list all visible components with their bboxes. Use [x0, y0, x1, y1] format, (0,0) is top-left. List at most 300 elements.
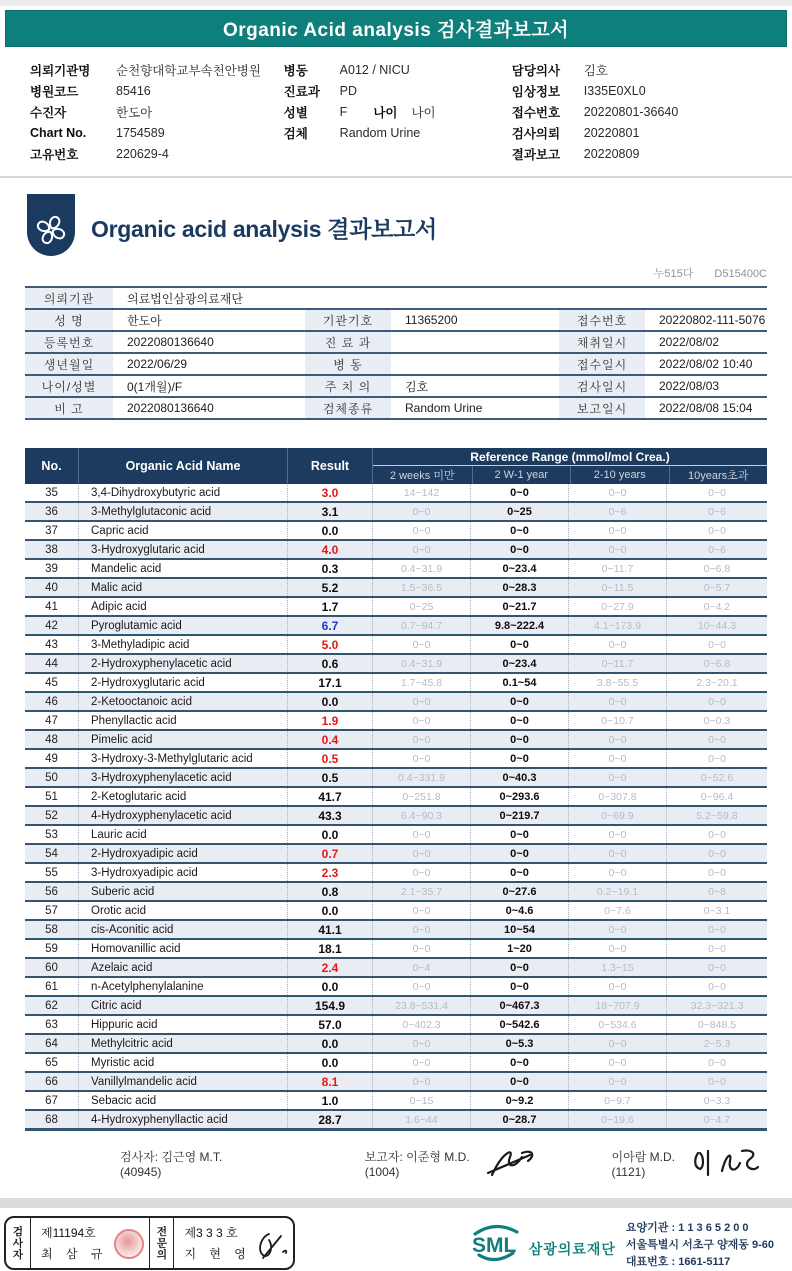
reference-range-value: 23.8~531.4 [372, 997, 470, 1014]
organic-acid-name: Methylcitric acid [78, 1035, 287, 1052]
reference-range-value: 0~0 [666, 1054, 767, 1071]
header-field-value: 20220801-36640 [583, 104, 679, 119]
result-row-number: 37 [45, 524, 58, 537]
reference-range-value: 0~5.7 [666, 579, 767, 596]
reference-range-value: 0~0 [568, 522, 666, 539]
reference-range-value: 0~0 [470, 864, 568, 881]
result-row-number: 62 [45, 999, 58, 1012]
patient-field-label: 검사일시 [559, 376, 645, 396]
reference-range-value: 0~0 [470, 959, 568, 976]
result-row-number: 46 [45, 695, 58, 708]
reference-range-value: 0~6.8 [666, 560, 767, 577]
lab-shield-icon [25, 194, 77, 261]
header-field-row [512, 101, 792, 122]
result-row-number: 65 [45, 1056, 58, 1069]
result-value: 41.1 [287, 921, 372, 938]
col-header-reference-subcols [373, 466, 767, 484]
reference-range-value: 0~0 [568, 1073, 666, 1090]
result-row-number: 43 [45, 638, 58, 651]
examiner-cert-number: 제11194호 [41, 1226, 96, 1240]
report-body [0, 194, 792, 1131]
result-value: 2.3 [287, 864, 372, 881]
organic-acid-name: Phenyllactic acid [78, 712, 287, 729]
header-divider [0, 176, 792, 178]
results-table-row [25, 1092, 767, 1111]
result-row-number: 67 [45, 1094, 58, 1107]
reference-range-value: 0~4 [372, 959, 470, 976]
organic-acid-name: Azelaic acid [78, 959, 287, 976]
sml-phone: 대표번호 : 1661-5117 [625, 1256, 731, 1269]
result-value: 0.0 [287, 693, 372, 710]
examiner-signature-label: 검사자: 김근영 M.T.(40945) [120, 1150, 223, 1179]
reference-range-value: 9.8~222.4 [470, 617, 568, 634]
col-header-ref-2: 2 W-1 year [472, 466, 571, 484]
patient-field-label: 나이/성별 [25, 376, 113, 396]
result-row-number: 47 [45, 714, 58, 727]
result-row-number: 44 [45, 657, 58, 670]
result-row-number: 68 [45, 1113, 58, 1126]
reference-range-value: 0~0 [666, 845, 767, 862]
header-field-label: 검체 [283, 126, 308, 141]
patient-field-label: 비 고 [25, 398, 113, 418]
form-code-right: D515400C [714, 268, 767, 280]
result-value: 3.0 [287, 484, 372, 501]
patient-field-label: 주 치 의 [305, 376, 391, 396]
organic-acid-name: Lauric acid [78, 826, 287, 843]
result-value: 0.6 [287, 655, 372, 672]
patient-field-label: 병 동 [305, 354, 391, 374]
reference-range-value: 0~0 [372, 636, 470, 653]
reference-range-value: 0~0 [372, 978, 470, 995]
results-table-row [25, 1035, 767, 1054]
reference-range-value: 0~0 [568, 864, 666, 881]
header-field-row [284, 59, 512, 80]
col-header-ref-1: 2 weeks 미만 [389, 470, 455, 482]
organic-acid-name: 3-Methyladipic acid [78, 636, 287, 653]
reference-range-value: 0~0 [568, 978, 666, 995]
results-table-row [25, 484, 767, 503]
reference-range-value: 0~402.3 [372, 1016, 470, 1033]
reference-range-value: 0~0 [470, 826, 568, 843]
reference-range-value: 0~0 [666, 484, 767, 501]
specialist-cert-name: 지 현 영 [184, 1247, 251, 1261]
result-row-number: 54 [45, 847, 58, 860]
patient-field-value: 김호 [405, 379, 429, 394]
reference-range-value: 0~0 [666, 940, 767, 957]
organic-acid-name: 3-Methylglutaconic acid [78, 503, 287, 520]
reference-range-value: 0~11.7 [568, 655, 666, 672]
result-row-number: 53 [45, 828, 58, 841]
reference-range-value: 0~0 [372, 1054, 470, 1071]
result-value: 0.5 [287, 769, 372, 786]
reference-range-value: 0~0 [666, 731, 767, 748]
organic-acid-name: 2-Ketoglutaric acid [78, 788, 287, 805]
reference-range-value: 0~28.3 [470, 579, 568, 596]
footer-divider-strip [0, 1198, 792, 1208]
reporter-signature-block [365, 1145, 542, 1182]
header-field-value: A012 / NICU [339, 62, 410, 77]
organic-acid-name: Suberic acid [78, 883, 287, 900]
reference-range-value: 14~142 [372, 484, 470, 501]
reference-range-value: 0~0 [568, 921, 666, 938]
header-field-row [284, 101, 512, 122]
reference-range-value: 0.4~331.9 [372, 769, 470, 786]
reference-range-value: 0~0 [372, 940, 470, 957]
result-value: 0.8 [287, 883, 372, 900]
reference-range-value: 0~0 [568, 1035, 666, 1052]
result-row-number: 41 [45, 600, 58, 613]
reference-range-value: 3.8~55.5 [568, 674, 666, 691]
col-header-reference-block [372, 448, 767, 484]
organic-acid-name: 2-Hydroxyadipic acid [78, 845, 287, 862]
results-table-row [25, 598, 767, 617]
report-subtitle: Organic acid analysis 결과보고서 [91, 216, 437, 242]
reference-range-value: 2.3~20.1 [666, 674, 767, 691]
reference-range-value: 0~0 [568, 693, 666, 710]
patient-field-value: 한도아 [127, 313, 162, 328]
reference-range-value: 1.5~36.5 [372, 579, 470, 596]
certification-stamp-box [4, 1216, 295, 1270]
reference-range-value: 0~0 [372, 503, 470, 520]
results-table-row [25, 788, 767, 807]
header-col-left [30, 59, 284, 164]
header-field-value: 1754589 [116, 125, 165, 140]
header-field-value: F [339, 104, 348, 119]
organic-acid-name: Mandelic acid [78, 560, 287, 577]
result-row-number: 64 [45, 1037, 58, 1050]
header-field-value: Random Urine [339, 125, 421, 140]
results-body [25, 484, 767, 1130]
form-codes [25, 265, 767, 281]
stamp-box-vlabel-examiner: 검사자 [11, 1225, 24, 1261]
organic-acid-name: n-Acetylphenylalanine [78, 978, 287, 995]
patient-field-label: 채취일시 [559, 332, 645, 352]
patient-field-label: 진 료 과 [305, 332, 391, 352]
patient-field-value: 의료법인삼광의료재단 [127, 291, 243, 306]
reference-range-value: 0~0 [372, 1073, 470, 1090]
result-row-number: 50 [45, 771, 58, 784]
patient-field-value [391, 354, 559, 374]
organic-acid-name: Sebacic acid [78, 1092, 287, 1109]
organic-acid-name: 2-Hydroxyglutaric acid [78, 674, 287, 691]
results-table-row [25, 997, 767, 1016]
reference-range-value: 0~0.3 [666, 712, 767, 729]
reporter-signature-icon [484, 1145, 542, 1182]
reference-range-value: 0~96.4 [666, 788, 767, 805]
organic-acid-name: Myristic acid [78, 1054, 287, 1071]
result-value: 2.4 [287, 959, 372, 976]
result-value: 154.9 [287, 997, 372, 1014]
third-signature-block [612, 1145, 762, 1182]
header-field-row [30, 101, 284, 122]
reference-range-value: 0~11.5 [568, 579, 666, 596]
header-field-value-2: 나이 [411, 105, 436, 120]
reference-range-value: 0~8 [666, 883, 767, 900]
result-value: 28.7 [287, 1111, 372, 1128]
reference-range-value: 0~10.7 [568, 712, 666, 729]
result-value: 6.7 [287, 617, 372, 634]
reference-range-value: 0~19.6 [568, 1111, 666, 1128]
organic-acid-name: Homovanillic acid [78, 940, 287, 957]
result-row-number: 63 [45, 1018, 58, 1031]
col-header-no: No. [41, 459, 62, 473]
results-table-row [25, 769, 767, 788]
patient-field-value: 2022/08/08 15:04 [659, 401, 753, 415]
header-field-label: 결과보고 [511, 147, 561, 162]
result-row-number: 39 [45, 562, 58, 575]
reference-range-value: 0~11.7 [568, 560, 666, 577]
reference-range-value: 0~0 [568, 769, 666, 786]
reference-range-value: 0~9.7 [568, 1092, 666, 1109]
results-table-row [25, 1111, 767, 1130]
results-table-row [25, 826, 767, 845]
organic-acid-name: 3,4-Dihydroxybutyric acid [78, 484, 287, 501]
results-table-row [25, 959, 767, 978]
reference-range-value: 0~9.2 [470, 1092, 568, 1109]
results-table-row [25, 940, 767, 959]
sml-provider-number: 요양기관 : 1 1 3 6 5 2 0 0 [625, 1222, 749, 1234]
header-field-label: 고유번호 [30, 147, 79, 162]
reference-range-value: 0~219.7 [470, 807, 568, 824]
organic-acid-name: Orotic acid [78, 902, 287, 919]
reference-range-value: 0~6 [666, 503, 767, 520]
results-table [25, 448, 767, 1131]
result-value: 0.0 [287, 1054, 372, 1071]
report-heading-row [25, 194, 767, 261]
result-value: 5.0 [287, 636, 372, 653]
reference-range-value: 0~467.3 [470, 997, 568, 1014]
reference-range-value: 0~4.2 [666, 598, 767, 615]
header-field-row [30, 122, 284, 143]
reference-range-value: 0~7.6 [568, 902, 666, 919]
reference-range-value: 0~0 [470, 693, 568, 710]
reference-range-value: 0~0 [470, 712, 568, 729]
patient-table-row [25, 376, 767, 398]
results-table-row [25, 712, 767, 731]
result-value: 1.9 [287, 712, 372, 729]
header-field-label: 성별 [283, 105, 308, 120]
organic-acid-name: 3-Hydroxy-3-Methylglutaric acid [78, 750, 287, 767]
result-value: 0.0 [287, 902, 372, 919]
results-table-row [25, 902, 767, 921]
reference-range-value: 4.1~173.9 [568, 617, 666, 634]
reference-range-value: 0~69.9 [568, 807, 666, 824]
reference-range-value: 0~0 [372, 522, 470, 539]
reference-range-value: 10~54 [470, 921, 568, 938]
col-header-name: Organic Acid Name [78, 448, 287, 484]
reference-range-value: 0~3.3 [666, 1092, 767, 1109]
result-value: 4.0 [287, 541, 372, 558]
patient-field-label: 성 명 [25, 310, 113, 330]
header-field-label-2: 나이 [373, 105, 398, 120]
result-value: 41.7 [287, 788, 372, 805]
results-table-row [25, 1016, 767, 1035]
organic-acid-name: cis-Aconitic acid [78, 921, 287, 938]
result-row-number: 56 [45, 885, 58, 898]
third-signature-label: 이아람 M.D.(1121) [611, 1150, 675, 1179]
patient-field-label: 기관기호 [305, 310, 391, 330]
result-row-number: 61 [45, 980, 58, 993]
form-code-left: 누515다 [653, 268, 694, 280]
header-field-value: 20220801 [583, 125, 640, 140]
reference-range-value: 0~21.7 [470, 598, 568, 615]
header-field-value: I335E0XL0 [583, 83, 646, 98]
reference-range-value: 0~0 [568, 731, 666, 748]
reference-range-value: 0~0 [372, 826, 470, 843]
reference-range-value: 0~0 [666, 1073, 767, 1090]
header-field-label: Chart No. [30, 125, 87, 140]
patient-field-value: 0(1개월)/F [127, 379, 183, 394]
patient-table-row [25, 354, 767, 376]
report-title-bar [5, 10, 787, 47]
reference-range-value: 1.3~15 [568, 959, 666, 976]
organic-acid-name: Pyroglutamic acid [78, 617, 287, 634]
reference-range-value: 0~0 [470, 1073, 568, 1090]
header-field-label: 병원코드 [30, 84, 79, 99]
reference-range-value: 0.4~31.9 [372, 560, 470, 577]
reference-range-value: 0~0 [666, 864, 767, 881]
result-value: 0.0 [287, 1035, 372, 1052]
reference-range-value: 0~0 [470, 636, 568, 653]
reference-range-value: 0~0 [372, 693, 470, 710]
patient-table-row [25, 288, 767, 310]
organic-acid-name: Citric acid [78, 997, 287, 1014]
reference-range-value: 0~0 [666, 693, 767, 710]
patient-info-table [25, 286, 767, 420]
header-field-row [284, 122, 512, 143]
reference-range-value: 0~0 [568, 845, 666, 862]
result-value: 57.0 [287, 1016, 372, 1033]
col-header-result: Result [287, 448, 372, 484]
page-top-strip [0, 0, 792, 6]
result-row-number: 38 [45, 543, 58, 556]
reference-range-value: 0~0 [470, 978, 568, 995]
reference-range-value: 0~0 [372, 845, 470, 862]
third-signature-icon [692, 1145, 762, 1182]
results-table-row [25, 1073, 767, 1092]
patient-field-label: 접수번호 [559, 310, 645, 330]
organic-acid-name: Hippuric acid [78, 1016, 287, 1033]
header-field-row [512, 80, 792, 101]
result-row-number: 51 [45, 790, 58, 803]
patient-field-value: 20220802-111-5076 [659, 313, 766, 327]
reference-range-value: 32.3~321.3 [666, 997, 767, 1014]
result-value: 18.1 [287, 940, 372, 957]
reference-range-value: 0.7~94.7 [372, 617, 470, 634]
header-field-value: 220629-4 [116, 146, 169, 161]
header-field-row [512, 143, 792, 164]
sml-logo-text: SML [471, 1234, 517, 1258]
reference-range-value: 0~0 [470, 522, 568, 539]
organic-acid-name: 3-Hydroxyadipic acid [78, 864, 287, 881]
reference-range-value: 0~27.6 [470, 883, 568, 900]
results-table-row [25, 807, 767, 826]
patient-field-label: 의뢰기관 [25, 288, 113, 308]
reference-range-value: 0~5.3 [470, 1035, 568, 1052]
patient-field-value: 2022/08/02 [659, 335, 720, 349]
reference-range-value: 0~0 [372, 902, 470, 919]
result-row-number: 40 [45, 581, 58, 594]
patient-field-label: 접수일시 [559, 354, 645, 374]
reference-range-value: 18~707.9 [568, 997, 666, 1014]
result-row-number: 57 [45, 904, 58, 917]
reference-range-value: 0~4.6 [470, 902, 568, 919]
organic-acid-name: 3-Hydroxyglutaric acid [78, 541, 287, 558]
reference-range-value: 0~0 [666, 959, 767, 976]
result-value: 0.5 [287, 750, 372, 767]
result-row-number: 52 [45, 809, 58, 822]
results-table-row [25, 655, 767, 674]
header-field-value: 김호 [583, 63, 608, 78]
reference-range-value: 0~0 [568, 484, 666, 501]
reference-range-value: 0~15 [372, 1092, 470, 1109]
header-field-row [512, 122, 792, 143]
stamp-box-examiner-cell [30, 1218, 149, 1268]
reference-range-value: 0~0 [372, 864, 470, 881]
organic-acid-name: Vanillylmandelic acid [78, 1073, 287, 1090]
patient-field-value: Random Urine [405, 401, 483, 415]
reference-range-value: 5.2~59.8 [666, 807, 767, 824]
results-table-row [25, 579, 767, 598]
reference-range-value: 1.6~44 [372, 1111, 470, 1128]
organic-acid-name: Pimelic acid [78, 731, 287, 748]
reference-range-value: 0~23.4 [470, 655, 568, 672]
reference-range-value: 0~0 [372, 731, 470, 748]
reference-range-value: 0.2~19.1 [568, 883, 666, 900]
organic-acid-name: 3-Hydroxyphenylacetic acid [78, 769, 287, 786]
reference-range-value: 0~307.8 [568, 788, 666, 805]
col-header-ref-4: 10years초과 [669, 466, 768, 484]
reference-range-value: 0~0 [470, 541, 568, 558]
reference-range-value: 0.4~31.9 [372, 655, 470, 672]
result-row-number: 35 [45, 486, 58, 499]
results-table-row [25, 883, 767, 902]
organic-acid-name: 2-Hydroxyphenylacetic acid [78, 655, 287, 672]
stamp-box-specialist-cell [173, 1218, 292, 1268]
patient-table-row [25, 398, 767, 420]
result-value: 5.2 [287, 579, 372, 596]
result-row-number: 60 [45, 961, 58, 974]
reference-range-value: 0~0 [568, 826, 666, 843]
reference-range-value: 0~0 [372, 750, 470, 767]
reference-range-value: 0~4.7 [666, 1111, 767, 1128]
patient-field-value: 2022/06/29 [127, 357, 188, 371]
reference-range-value: 2~5.3 [666, 1035, 767, 1052]
results-table-row [25, 503, 767, 522]
results-table-row [25, 731, 767, 750]
results-table-row [25, 541, 767, 560]
reference-range-value: 1.7~45.8 [372, 674, 470, 691]
patient-field-label: 등록번호 [25, 332, 113, 352]
patient-field-value: 2022/08/02 10:40 [659, 357, 753, 371]
stamp-box-vlabel-specialist: 전문의 [149, 1218, 173, 1268]
reference-range-value: 0~0 [372, 1035, 470, 1052]
results-table-row [25, 617, 767, 636]
results-table-row [25, 845, 767, 864]
result-value: 0.0 [287, 522, 372, 539]
reference-range-value: 0~0 [666, 750, 767, 767]
result-value: 1.0 [287, 1092, 372, 1109]
header-field-value: 20220809 [583, 146, 640, 161]
reference-range-value: 0~27.9 [568, 598, 666, 615]
specialist-cert-number: 제3 3 3 호 [184, 1226, 238, 1240]
reference-range-value: 1~20 [470, 940, 568, 957]
reference-range-value: 0~6.8 [666, 655, 767, 672]
reference-range-value: 0~542.6 [470, 1016, 568, 1033]
sml-address: 서울특별시 서초구 양재동 9-60 [625, 1239, 774, 1252]
result-row-number: 36 [45, 505, 58, 518]
reporter-signature-label: 보고자: 이준형 M.D.(1004) [364, 1150, 470, 1179]
